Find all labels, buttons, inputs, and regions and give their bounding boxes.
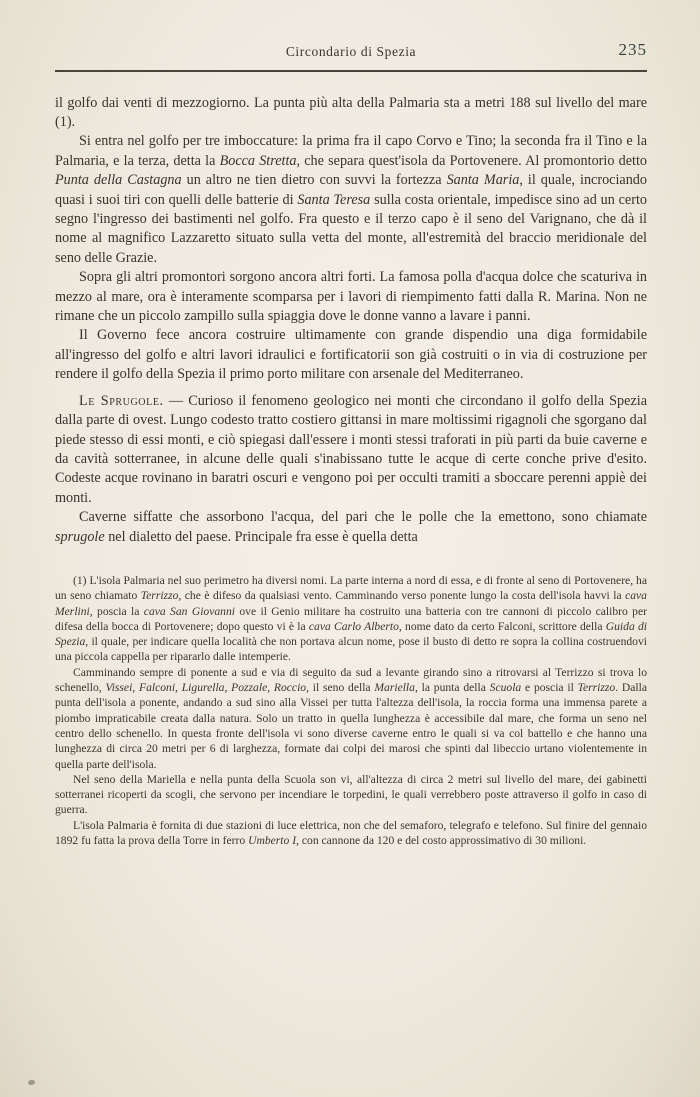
paragraph [55,268,647,326]
paragraph [55,132,647,268]
text-run: , il quale, incrociando quasi i suoi tiri con quelli delle batterie di [55,172,647,208]
page-blemish [28,1080,35,1085]
text-run: Si entra nel golfo per tre imboccature: la prima fra il capo Corvo e Tino; la seconda fra il Tino e la Palmaria, e la terza, detta la [55,133,647,169]
text-run: sulla costa orientale, impedisce sino ad un certo segno l'ingresso dei bastimenti nel golfo. Fra questo e il terzo capo è il seno del Varignano, che dà il nome al magnifico Lazzaretto situato sulla vetta del monte, all'estremità del braccio meridionale del seno delle Grazie. [55,191,647,266]
text-run: , poscia la [89,604,144,618]
book-page [55,0,647,1097]
italic-text: Vissei, Falconi, Ligurella, Pozzale, Roccio [105,681,307,695]
page-number: 235 [618,40,647,59]
text-run: Caverne siffatte che assorbono l'acqua, del pari che le polle che la emettono, sono chiamate [79,509,647,526]
running-header-title: Circondario di Spezia [285,44,417,59]
text-run: ove il Genio militare ha costruito una batteria con tre cannoni di piccolo calibro per difesa della bocca di Portovenere; dopo questo vi è la [55,604,647,633]
text-run: Nel seno della Mariella e nella punta della Scuola son vi, all'altezza di circa 2 metri sul livello del mare, dei gabinetti sotterranei ricoperti da scogli, che servono per incendiare le torpedini, le quali verrebbero poste attraverso il golfo in caso di guerra. [55,772,647,817]
text-run: , nome dato da certo Falconi, scrittore della [398,619,606,633]
paragraph [55,772,647,818]
smallcaps-text: Le Sprugole. [79,392,164,409]
header-rule [55,70,647,72]
text-run: , che separa quest'isola da Portovenere. Al promontorio detto [296,152,647,169]
text-run: un altro ne tien dietro con suvvi la fortezza [181,172,447,189]
paragraph [55,573,647,665]
italic-text: sprugole [55,528,105,545]
paragraph [55,326,647,384]
text-run: , il quale, per indicare quella località che non portava alcun nome, pose il busto di detto re sopra la collina costruendovi una piccola cappella per ripararlo dalle intemperie. [55,635,647,664]
running-header [55,0,647,66]
text-run: Camminando sempre di ponente a sud e via di seguito da sud a levante girando sino a ritrovarsi al Terrizzo si trova lo schenello, [55,665,647,695]
text-run: , con cannone da 120 e del costo approssimativo di 30 milioni. [296,833,587,847]
paragraph [55,665,647,772]
text-run: , che è difeso da qualsiasi vento. Camminando verso ponente lungo la costa dell'isola havvi la [178,589,626,603]
italic-text: cava Merlini [55,589,647,618]
text-run: il golfo dai venti di mezzogiorno. La punta più alta della Palmaria sta a metri 188 sul livello del mare (1). [55,94,647,130]
text-run: , il seno della [306,681,375,695]
paragraph [55,818,647,849]
paragraph [55,94,647,133]
italic-text: Punta della Castagna [55,172,182,189]
italic-text: cava San Giovanni [143,604,235,618]
text-run: nel dialetto del paese. Principale fra esse è quella detta [104,528,418,545]
text-run: . Dalla punta dell'isola a ponente, andando a sud sino alla Vissei per tutta l'altezza dell'isola, la roccia forma una immensa parete a piombo impraticabile creata dalla natura. Solo un tratto in quella lunghezza è accessibile dal mare, che forma un seno nel centro dello schenello. In questa fronte dell'isola vi sono diverse caverne entro le quali si va col battello e che hanno una lunghezza di circa 20 metri per 6 di larghezza, formate dai colpi dei marosi che spinti dal libeccio urtano violentemente in quella parte dell'isola. [55,681,647,771]
italic-text: Terrizzo [140,589,179,603]
italic-text: Santa Teresa [297,191,371,208]
body-text [55,94,647,547]
italic-text: Santa Maria [446,172,520,189]
text-run: — Curioso il fenomeno geologico nei monti che circondano il golfo della Spezia dalla parte di ovest. Lungo codesto tratto costiero gittansi in mare moltissimi rigagnoli che sgorgano dal piede stesso di essi monti, e ciò spiegasi dall'essere i monti stessi traforati in più parti da buie caverne e da cavità sotterranee, in alcune delle quali s'inabissano tutte le acque di certe conche prive d'esito. Codeste acque rovinano in baratri oscuri e vengono poi per occulti tramiti a sboccare perenni appiè dei monti. [55,392,647,506]
text-run: Il Governo fece ancora costruire ultimamente con grande dispendio una diga formidabile all'ingresso del golfo e altri lavori idraulici e fortificatorii son già costruiti o in via di costruzione per rendere il golfo della Spezia il primo porto militare con arsenale del Mediterraneo. [55,327,647,383]
text-run: , la punta della [414,681,490,695]
italic-text: Guida di Spezia [55,619,648,649]
text-run: e poscia il [521,681,578,695]
italic-text: Umberto I [248,833,297,847]
italic-text: Mariella [374,681,415,695]
italic-text: Bocca Stretta [219,152,297,169]
italic-text: Scuola [489,681,522,695]
text-run: Sopra gli altri promontori sorgono ancora altri forti. La famosa polla d'acqua dolce che scaturiva in mezzo al mare, ora è interamente scomparsa per i lavori di riempimento fatti dalla R. Marina. Non ne rimane che un piccolo zampillo sulla spiaggia dove le donne vanno a lavare i panni. [55,269,647,325]
footnote [55,573,647,848]
paragraph [55,508,647,547]
italic-text: cava Carlo Alberto [308,619,399,633]
italic-text: Terrizzo [577,681,616,695]
paragraph [55,392,647,508]
text-run: L'isola Palmaria è fornita di due stazioni di luce elettrica, non che del semaforo, telegrafo e telefono. Sul finire del gennaio 1892 fu fatta la prova della Torre in ferro [55,818,647,847]
text-run: (1) L'isola Palmaria nel suo perimetro ha diversi nomi. La parte interna a nord di essa, e di fronte al seno di Portovenere, ha un seno chiamato [55,573,647,603]
